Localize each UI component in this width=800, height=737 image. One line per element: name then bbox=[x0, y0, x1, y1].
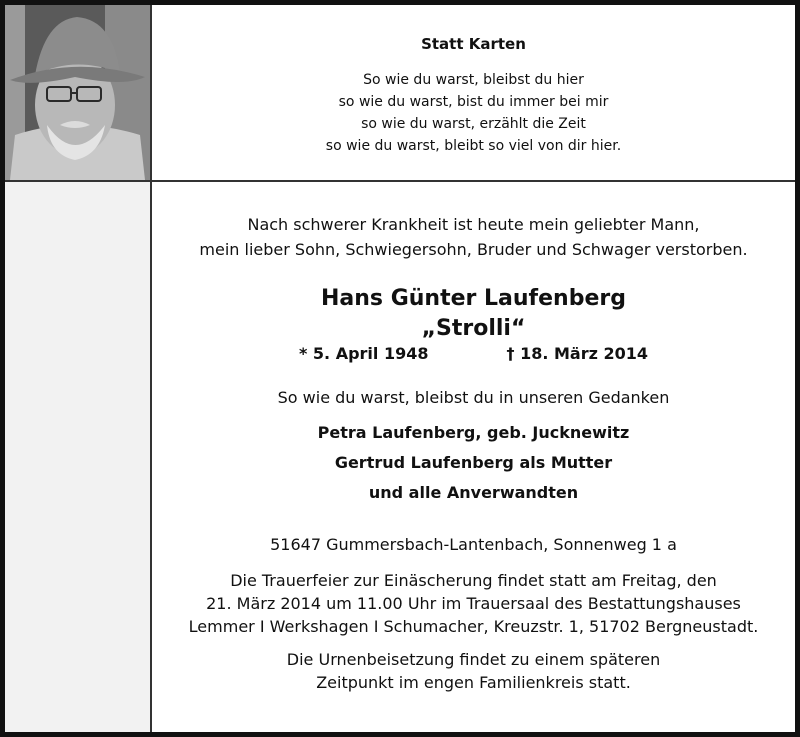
ceremony-info bbox=[152, 569, 795, 638]
deceased-nickname: „Strolli“ bbox=[421, 316, 526, 341]
portrait-photo bbox=[5, 5, 150, 180]
mourner: Gertrud Laufenberg als Mutter bbox=[334, 453, 613, 472]
header-section bbox=[152, 5, 795, 157]
mourner: Petra Laufenberg, geb. Jucknewitz bbox=[317, 423, 630, 442]
intro-line: Nach schwerer Krankheit ist heute mein geliebter Mann, bbox=[247, 215, 700, 234]
poem-line: so wie du warst, bleibt so viel von dir hier. bbox=[325, 138, 622, 154]
ceremony-line: 21. März 2014 um 11.00 Uhr im Trauersaal des Bestattungshauses bbox=[206, 594, 741, 613]
deceased-block bbox=[152, 284, 795, 363]
memory-line: So wie du warst, bleibst du in unseren Gedanken bbox=[277, 388, 670, 407]
poem-line: so wie du warst, erzählt die Zeit bbox=[361, 116, 586, 132]
poem bbox=[152, 69, 795, 157]
poem-line: so wie du warst, bist du immer bei mir bbox=[338, 94, 609, 110]
header-title: Statt Karten bbox=[421, 35, 526, 53]
portrait-illustration bbox=[5, 5, 150, 180]
mourner: und alle Anverwandten bbox=[368, 483, 579, 502]
mourners-list bbox=[152, 418, 795, 508]
burial-line: Zeitpunkt im engen Familienkreis statt. bbox=[316, 673, 631, 692]
burial-info bbox=[152, 648, 795, 694]
burial-line: Die Urnenbeisetzung findet zu einem späteren bbox=[286, 650, 661, 669]
ceremony-line: Die Trauerfeier zur Einäscherung findet statt am Freitag, den bbox=[230, 571, 717, 590]
ceremony-line: Lemmer I Werkshagen I Schumacher, Kreuzstr. 1, 51702 Bergneustadt. bbox=[188, 617, 759, 636]
address: 51647 Gummersbach-Lantenbach, Sonnenweg 1 a bbox=[270, 535, 677, 554]
death-date: † 18. März 2014 bbox=[506, 344, 649, 363]
life-dates bbox=[152, 344, 795, 363]
main-section bbox=[152, 182, 795, 694]
intro-text bbox=[152, 212, 795, 262]
birth-date: * 5. April 1948 bbox=[298, 344, 429, 363]
poem-line: So wie du warst, bleibst du hier bbox=[363, 72, 584, 88]
intro-line: mein lieber Sohn, Schwiegersohn, Bruder und Schwager verstorben. bbox=[199, 240, 748, 259]
deceased-name: Hans Günter Laufenberg bbox=[321, 286, 626, 311]
left-blank-panel bbox=[5, 182, 150, 732]
